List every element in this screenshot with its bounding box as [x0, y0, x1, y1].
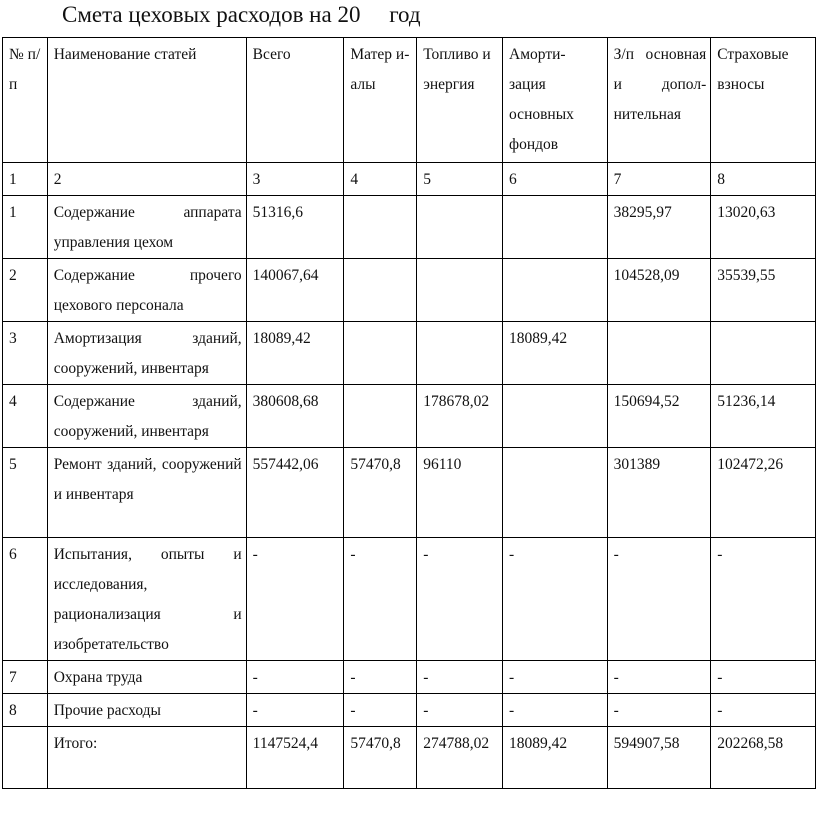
salary-cell: 38295,97 [607, 196, 711, 259]
column-number-row [3, 163, 816, 196]
item-name-cell: Содержание зданий, сооружений, инвентаря [47, 385, 246, 448]
salary-cell: - [607, 694, 711, 727]
salary-cell: 150694,52 [607, 385, 711, 448]
materials-cell [344, 259, 417, 322]
insurance-cell: 13020,63 [711, 196, 816, 259]
materials-cell: - [344, 538, 417, 661]
depreciation-cell [503, 385, 608, 448]
header-cell: Аморти- зация основных фондов [503, 38, 608, 163]
table-row [3, 259, 816, 322]
header-cell: Наименование статей [47, 38, 246, 163]
item-name-cell: Испытания, опыты и исследования, рационализация и изобретательство [47, 538, 246, 661]
total-value-cell: 140067,64 [246, 259, 344, 322]
header-cell: Всего [246, 38, 344, 163]
salary-cell: - [607, 538, 711, 661]
header-cell: З/п основная и допол- нительная [607, 38, 711, 163]
column-number-cell: 5 [417, 163, 503, 196]
salary-cell: - [607, 661, 711, 694]
row-number-cell: 5 [3, 448, 48, 538]
depreciation-cell: 18089,42 [503, 322, 608, 385]
total-value-cell: - [246, 694, 344, 727]
header-cell: № п/п [3, 38, 48, 163]
materials-cell: - [344, 694, 417, 727]
salary-cell: 594907,58 [607, 727, 711, 789]
salary-cell: 301389 [607, 448, 711, 538]
item-name-cell: Ремонт зданий, сооружений и инвентаря [47, 448, 246, 538]
total-value-cell: - [246, 538, 344, 661]
salary-cell: 104528,09 [607, 259, 711, 322]
header-cell: Матер и-алы [344, 38, 417, 163]
row-number-cell: 8 [3, 694, 48, 727]
header-cell: Топливо и энергия [417, 38, 503, 163]
total-row [3, 727, 816, 789]
materials-cell [344, 385, 417, 448]
document-title: Смета цеховых расходов на 20 год [62, 2, 421, 27]
fuel-energy-cell: 178678,02 [417, 385, 503, 448]
row-number-cell: 6 [3, 538, 48, 661]
column-number-cell: 7 [607, 163, 711, 196]
table-row [3, 538, 816, 661]
materials-cell [344, 196, 417, 259]
item-name-cell: Амортизация зданий, сооружений, инвентаря [47, 322, 246, 385]
table-row [3, 385, 816, 448]
insurance-cell: 202268,58 [711, 727, 816, 789]
item-name-cell: Содержание прочего цехового персонала [47, 259, 246, 322]
item-name-cell: Охрана труда [47, 661, 246, 694]
table-row [3, 448, 816, 538]
total-value-cell: - [246, 661, 344, 694]
materials-cell [344, 322, 417, 385]
row-number-cell [3, 727, 48, 789]
materials-cell: 57470,8 [344, 727, 417, 789]
row-number-cell: 3 [3, 322, 48, 385]
insurance-cell: - [711, 538, 816, 661]
salary-cell [607, 322, 711, 385]
total-value-cell: 51316,6 [246, 196, 344, 259]
column-number-cell: 4 [344, 163, 417, 196]
column-number-cell: 8 [711, 163, 816, 196]
fuel-energy-cell: - [417, 694, 503, 727]
depreciation-cell: - [503, 694, 608, 727]
row-number-cell: 7 [3, 661, 48, 694]
fuel-energy-cell: 96110 [417, 448, 503, 538]
column-number-cell: 6 [503, 163, 608, 196]
depreciation-cell: - [503, 661, 608, 694]
depreciation-cell: - [503, 538, 608, 661]
insurance-cell: - [711, 661, 816, 694]
materials-cell: 57470,8 [344, 448, 417, 538]
fuel-energy-cell: - [417, 538, 503, 661]
materials-cell: - [344, 661, 417, 694]
total-value-cell: 1147524,4 [246, 727, 344, 789]
table-row [3, 694, 816, 727]
total-value-cell: 557442,06 [246, 448, 344, 538]
depreciation-cell [503, 196, 608, 259]
column-number-cell: 2 [47, 163, 246, 196]
depreciation-cell [503, 448, 608, 538]
column-number-cell: 1 [3, 163, 48, 196]
column-number-cell: 3 [246, 163, 344, 196]
header-row [3, 38, 816, 163]
depreciation-cell: 18089,42 [503, 727, 608, 789]
insurance-cell: 102472,26 [711, 448, 816, 538]
insurance-cell: - [711, 694, 816, 727]
table-row [3, 322, 816, 385]
fuel-energy-cell [417, 259, 503, 322]
item-name-cell: Содержание аппарата управления цехом [47, 196, 246, 259]
item-name-cell: Прочие расходы [47, 694, 246, 727]
total-label-cell: Итого: [47, 727, 246, 789]
insurance-cell: 51236,14 [711, 385, 816, 448]
fuel-energy-cell [417, 322, 503, 385]
fuel-energy-cell: 274788,02 [417, 727, 503, 789]
depreciation-cell [503, 259, 608, 322]
row-number-cell: 4 [3, 385, 48, 448]
fuel-energy-cell: - [417, 661, 503, 694]
row-number-cell: 2 [3, 259, 48, 322]
expense-estimate-table [2, 37, 816, 789]
insurance-cell: 35539,55 [711, 259, 816, 322]
header-cell: Страховые взносы [711, 38, 816, 163]
row-number-cell: 1 [3, 196, 48, 259]
total-value-cell: 380608,68 [246, 385, 344, 448]
insurance-cell [711, 322, 816, 385]
table-row [3, 196, 816, 259]
fuel-energy-cell [417, 196, 503, 259]
total-value-cell: 18089,42 [246, 322, 344, 385]
table-row [3, 661, 816, 694]
